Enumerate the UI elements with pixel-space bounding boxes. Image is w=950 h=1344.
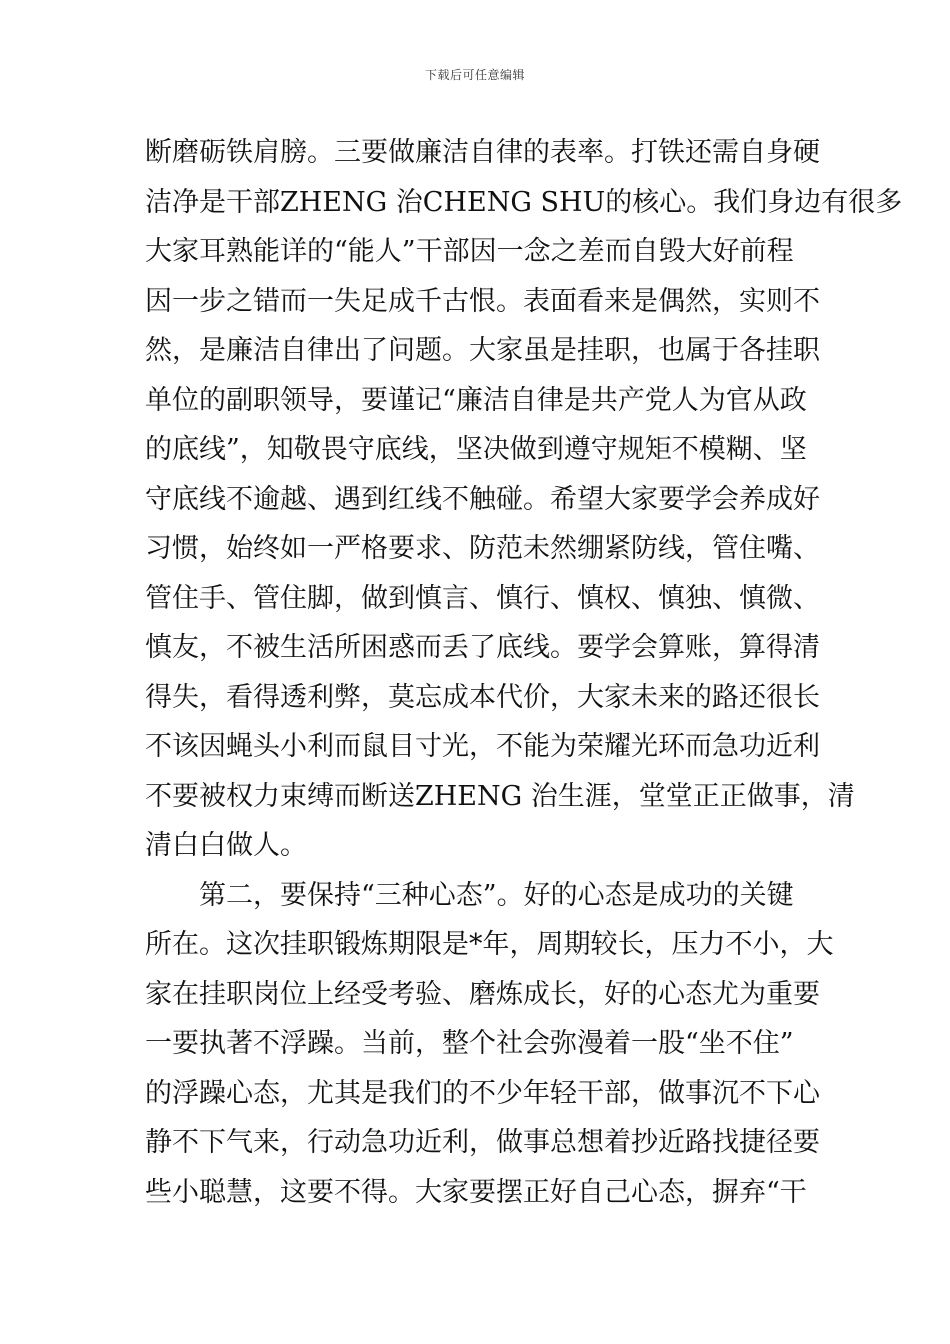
text-line: 习惯，始终如一严格要求、防范未然绷紧防线，管住嘴、 xyxy=(145,533,820,564)
text-line: 些小聪慧，这要不得。大家要摆正好自己心态，摒弃“干 xyxy=(145,1176,807,1208)
text-line: 管住手、管住脚，做到慎言、慎行、慎权、慎独、慎微、 xyxy=(145,582,820,614)
text-line: 断磨砺铁肩膀。三要做廉洁自律的表率。打铁还需自身硬 xyxy=(145,137,820,168)
text-line: 慎友，不被生活所困惑而丢了底线。要学会算账，算得清 xyxy=(145,632,820,663)
text-line: 大家耳熟能详的“能人”干部因一念之差而自毁大好前程 xyxy=(145,236,794,267)
text-line: 然，是廉洁自律出了问题。大家虽是挂职，也属于各挂职 xyxy=(145,335,820,366)
text-line: 所在。这次挂职锻炼期限是*年，周期较长，压力不小，大 xyxy=(145,929,834,960)
text-line: 因一步之错而一失足成千古恨。表面看来是偶然，实则不 xyxy=(145,285,820,317)
text-line: 一要执著不浮躁。当前，整个社会弥漫着一股“坐不住” xyxy=(145,1028,794,1059)
paragraph-1 xyxy=(145,128,903,871)
text-line: 守底线不逾越、遇到红线不触碰。希望大家要学会养成好 xyxy=(145,483,820,515)
text-line: 的底线”，知敬畏守底线，坚决做到遵守规矩不模糊、坚 xyxy=(145,434,807,465)
text-line: 静不下气来，行动急功近利，做事总想着抄近路找捷径要 xyxy=(145,1127,820,1158)
text-line: 清白白做人。 xyxy=(145,830,307,861)
text-line: 得失，看得透利弊，莫忘成本代价，大家未来的路还很长 xyxy=(145,681,820,713)
document-body xyxy=(145,128,903,1217)
text-line: 不要被权力束缚而断送ZHENG 治生涯，堂堂正正做事，清 xyxy=(145,780,855,812)
page-header: 下载后可任意编辑 xyxy=(424,68,525,82)
text-line: 不该因蝇头小利而鼠目寸光，不能为荣耀光环而急功近利 xyxy=(145,731,820,762)
text-line: 家在挂职岗位上经受考验、磨炼成长，好的心态尤为重要 xyxy=(145,978,820,1010)
text-line: 第二，要保持“三种心态”。好的心态是成功的关键 xyxy=(199,879,794,911)
text-line: 单位的副职领导，要谨记“廉洁自律是共产党人为官从政 xyxy=(145,384,807,416)
paragraph-2 xyxy=(145,871,834,1218)
text-line: 洁净是干部ZHENG 治CHENG SHU的核心。我们身边有很多 xyxy=(145,186,903,218)
text-line: 的浮躁心态，尤其是我们的不少年轻干部，做事沉不下心 xyxy=(145,1077,820,1109)
